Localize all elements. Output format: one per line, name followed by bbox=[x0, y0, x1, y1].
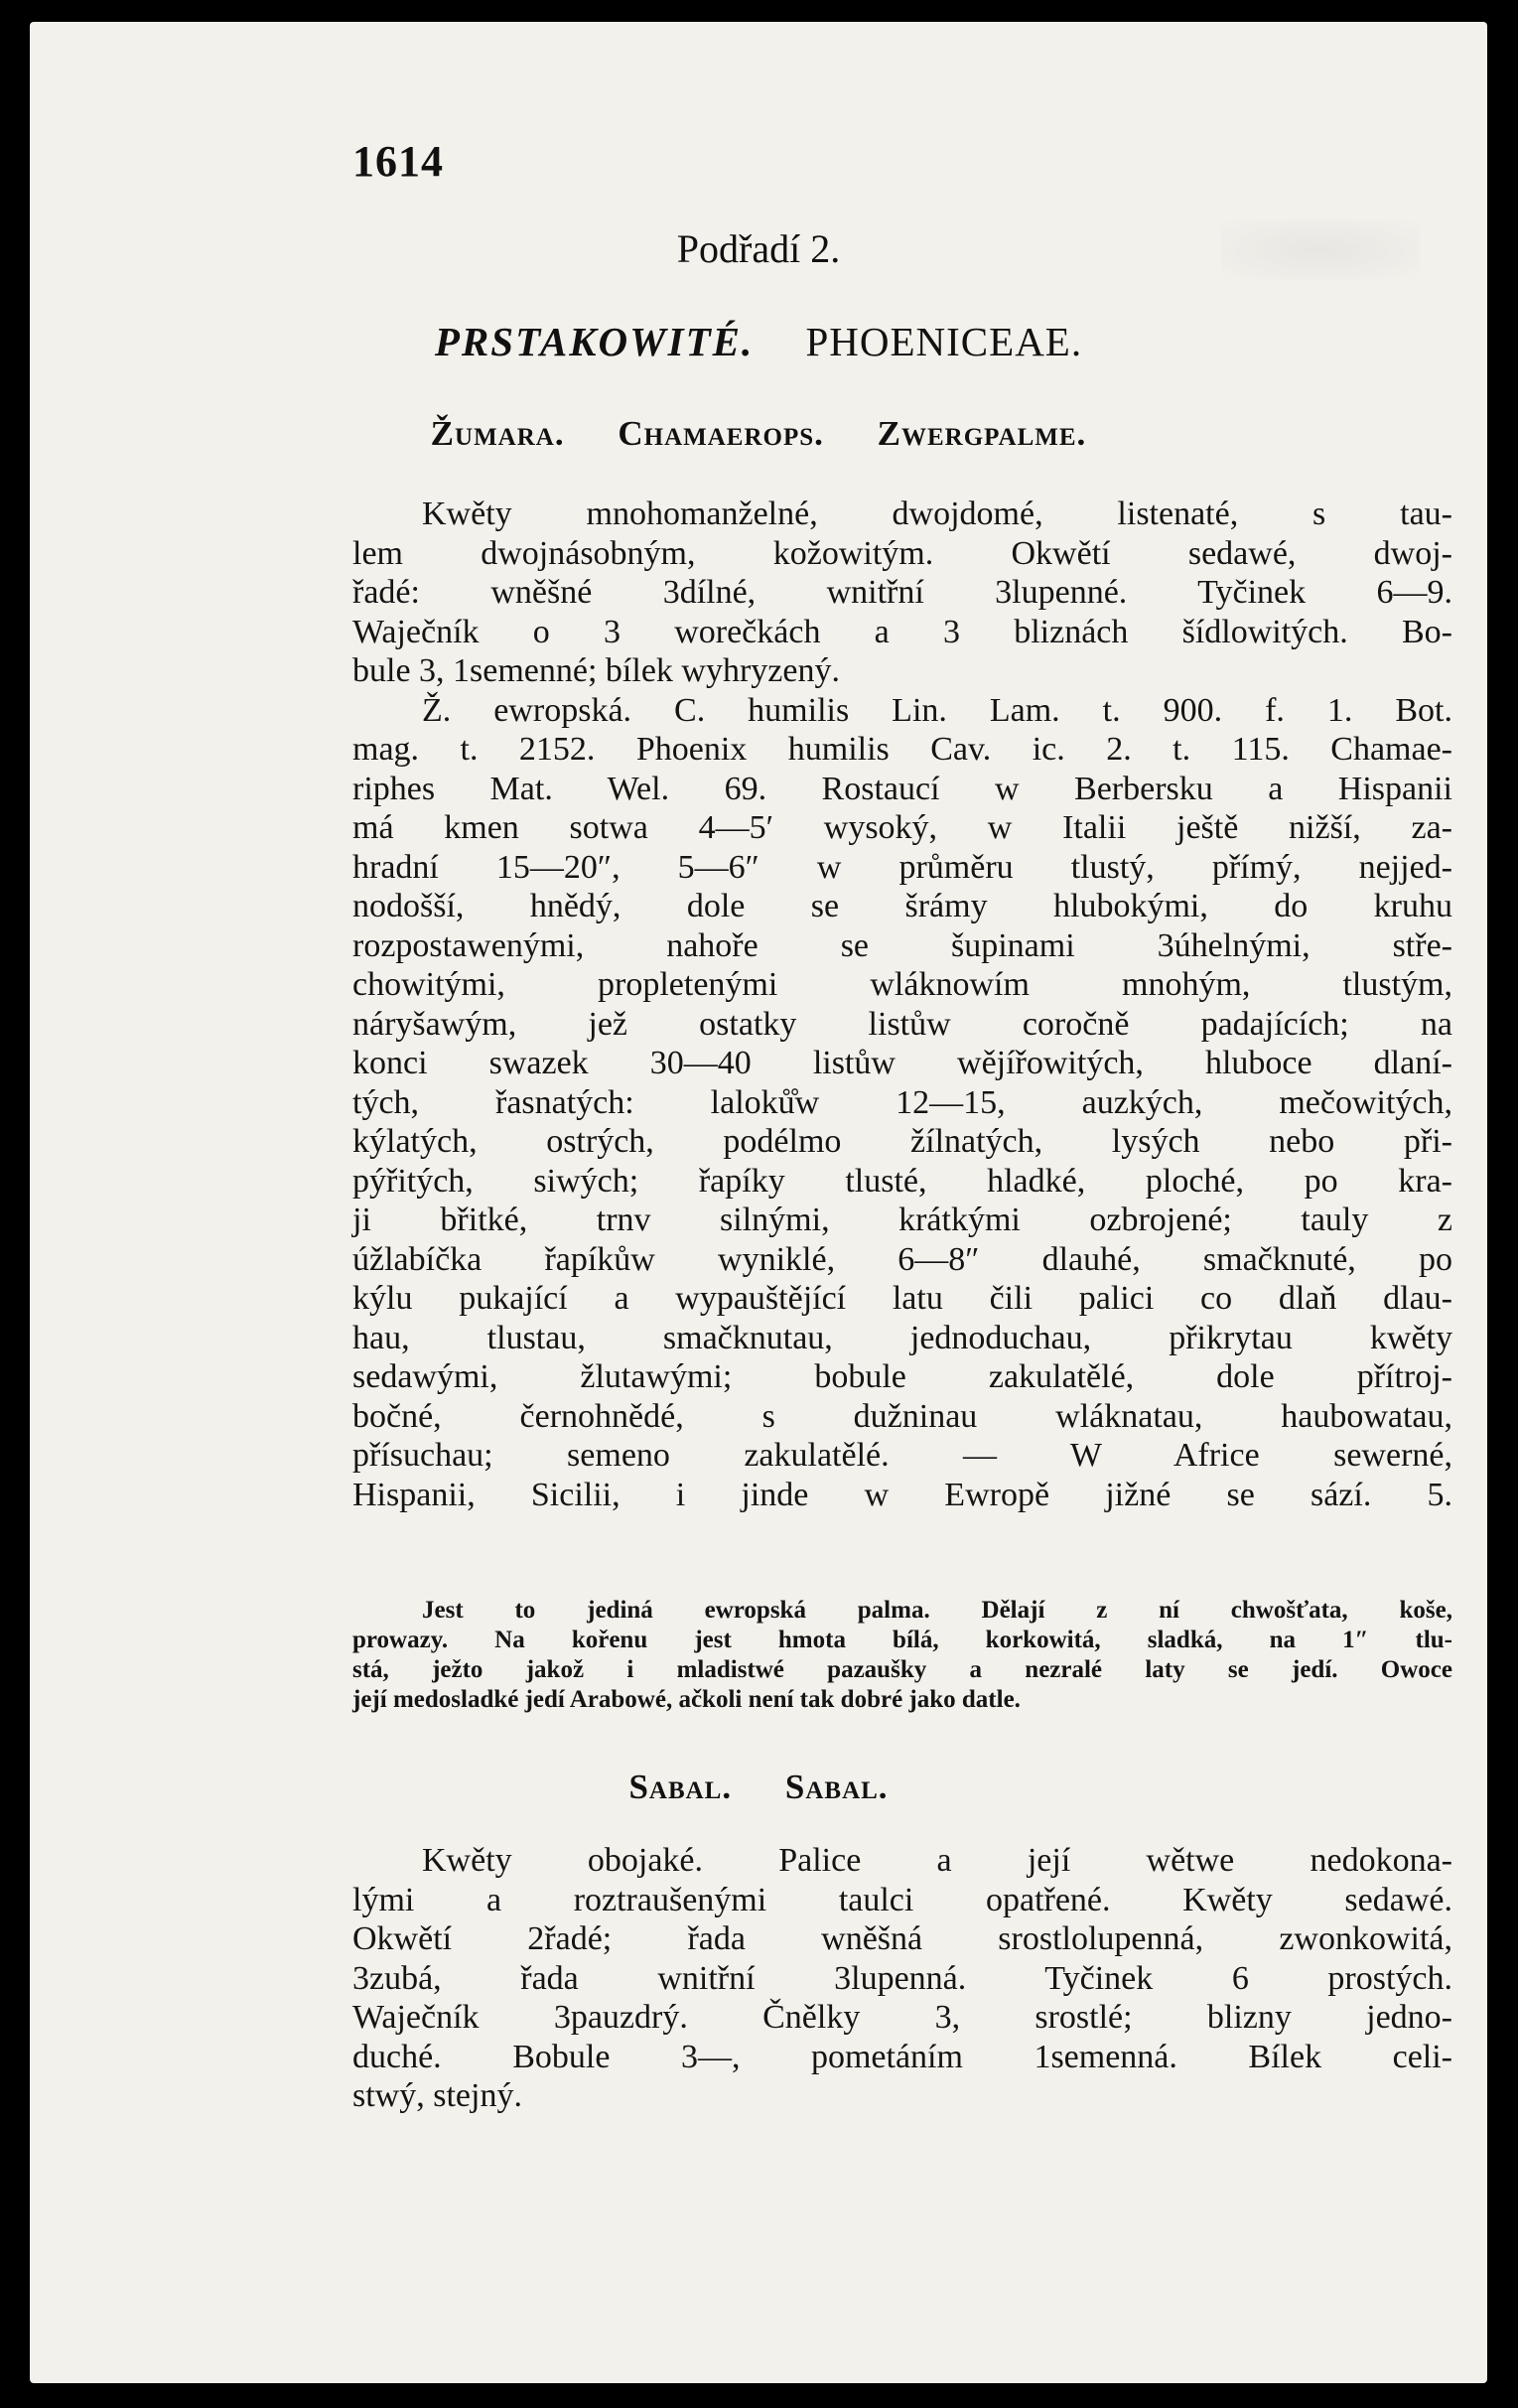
text-line: bule 3, 1semenné; bílek wyhryzený. bbox=[352, 652, 840, 689]
text-line: Waječník 3pauzdrý. Čnělky 3, srostlé; blizny jedno- bbox=[352, 1999, 1452, 2036]
text-line: lem dwojnásobným, kožowitým. Okwětí sedawé, dwoj- bbox=[352, 534, 1452, 572]
text-line: úžlabíčka řapíkůw wyniklé, 6—8″ dlauhé, smačknuté, po bbox=[352, 1240, 1452, 1278]
footnote bbox=[352, 1596, 1452, 1715]
sabal-description bbox=[352, 1841, 1452, 2116]
text-line: náryšawým, jež ostatky listůw coročně padajících; na bbox=[352, 1005, 1452, 1043]
text-line: bočné, černohnědé, s dužninau wláknatau, haubowatau, bbox=[352, 1397, 1452, 1435]
text-line: 3zubá, řada wnitřní 3lupenná. Tyčinek 6 prostých. bbox=[352, 1959, 1452, 1997]
text-line: přísuchau; semeno zakulatělé. — W Africe sewerné, bbox=[352, 1437, 1452, 1474]
text-line: řadé: wněšné 3dílné, wnitřní 3lupenné. Tyčinek 6—9. bbox=[352, 574, 1452, 611]
text-line: nodošší, hnědý, dole se šrámy hlubokými, do kruhu bbox=[352, 888, 1452, 924]
text-line: sedawými, žlutawými; bobule zakulatělé, dole přítroj- bbox=[352, 1358, 1452, 1395]
text-line: ji břitké, trnv silnými, krátkými ozbrojené; tauly z bbox=[352, 1202, 1452, 1238]
text-line: lými a roztraušenými taulci opatřené. Kwěty sedawé. bbox=[352, 1881, 1452, 1918]
text-line: hradní 15—20″, 5—6″ w průměru tlustý, přímý, nejjed- bbox=[352, 848, 1452, 886]
text-line: kýlu pukající a wypauštějící latu čili palici co dlaň dlau- bbox=[352, 1280, 1452, 1317]
genus-latin-name: Chamaerops. bbox=[618, 414, 824, 453]
genus-latin-name: Sabal. bbox=[784, 1768, 889, 1806]
order-heading: Podřadí 2. bbox=[676, 226, 841, 271]
chamaerops-description bbox=[352, 495, 1452, 1514]
text-line: rozpostawenými, nahoře se šupinami 3úhelnými, stře- bbox=[352, 926, 1452, 964]
text-line: riphes Mat. Wel. 69. Rostaucí w Berbersku a Hispanii bbox=[352, 770, 1452, 807]
text-line: hau, tlustau, smačknutau, jednoduchau, přikrytau kwěty bbox=[352, 1319, 1452, 1356]
text-line: kýlatých, ostrých, podélmo žílnatých, lysých nebo při- bbox=[352, 1123, 1452, 1160]
page-number: 1614 bbox=[352, 137, 444, 186]
note-line: její medosladké jedí Arabowé, ačkoli není tak dobré jako datle. bbox=[352, 1686, 1021, 1713]
text-line: má kmen sotwa 4—5′ wysoký, w Italii ještě nižší, za- bbox=[352, 809, 1452, 846]
text-line: tých, řasnatých: laloků̊w 12—15, auzkých, mečowitých, bbox=[352, 1083, 1452, 1121]
text-line: stwý, stejný. bbox=[352, 2077, 522, 2114]
family-latin-name: PHOENICEAE. bbox=[805, 319, 1083, 364]
family-heading bbox=[30, 318, 1487, 365]
genus-czech-name: Žumara. bbox=[430, 414, 565, 453]
text-line: Okwětí 2řadé; řada wněšná srostlolupenná, zwonkowitá, bbox=[352, 1920, 1452, 1957]
note-line: prowazy. Na kořenu jest hmota bílá, korkowitá, sladká, na 1″ tlu- bbox=[352, 1627, 1452, 1653]
text-line: Kwěty obojaké. Palice a její wětwe nedokona- bbox=[422, 1842, 1452, 1879]
text-line: mag. t. 2152. Phoenix humilis Cav. ic. 2. t. 115. Chamae- bbox=[352, 731, 1452, 768]
text-line: konci swazek 30—40 listůw wějířowitých, hluboce dlaní- bbox=[352, 1045, 1452, 1081]
book-page bbox=[30, 22, 1487, 2383]
text-line: Kwěty mnohomanželné, dwojdomé, listenaté, s tau- bbox=[422, 496, 1452, 532]
genus-heading-chamaerops bbox=[30, 414, 1487, 454]
genus-heading-sabal bbox=[30, 1768, 1487, 1807]
note-line: Jest to jediná ewropská palma. Dělají z ní chwošťata, koše, bbox=[422, 1597, 1452, 1624]
genus-german-name: Zwergpalme. bbox=[877, 414, 1087, 453]
family-czech-name: PRSTAKOWITÉ. bbox=[434, 319, 755, 364]
text-line: Ž. ewropská. C. humilis Lin. Lam. t. 900. f. 1. Bot. bbox=[422, 691, 1452, 729]
text-line: chowitými, propletenými wláknowím mnohým, tlustým, bbox=[352, 966, 1452, 1003]
genus-czech-name: Sabal. bbox=[628, 1768, 733, 1806]
text-line: pýřitých, siwých; řapíky tlusté, hladké, ploché, po kra- bbox=[352, 1162, 1452, 1200]
note-line: stá, ježto jakož i mladistwé pazaušky a nezralé laty se jedí. Owoce bbox=[352, 1656, 1452, 1683]
text-line: Waječník o 3 worečkách a 3 bliznách šídlowitých. Bo- bbox=[352, 613, 1452, 650]
text-line: Hispanii, Sicilii, i jinde w Ewropě jižné se sází. 5. bbox=[352, 1476, 1452, 1513]
text-line: duché. Bobule 3—, pometáním 1semenná. Bílek celi- bbox=[352, 2038, 1452, 2075]
